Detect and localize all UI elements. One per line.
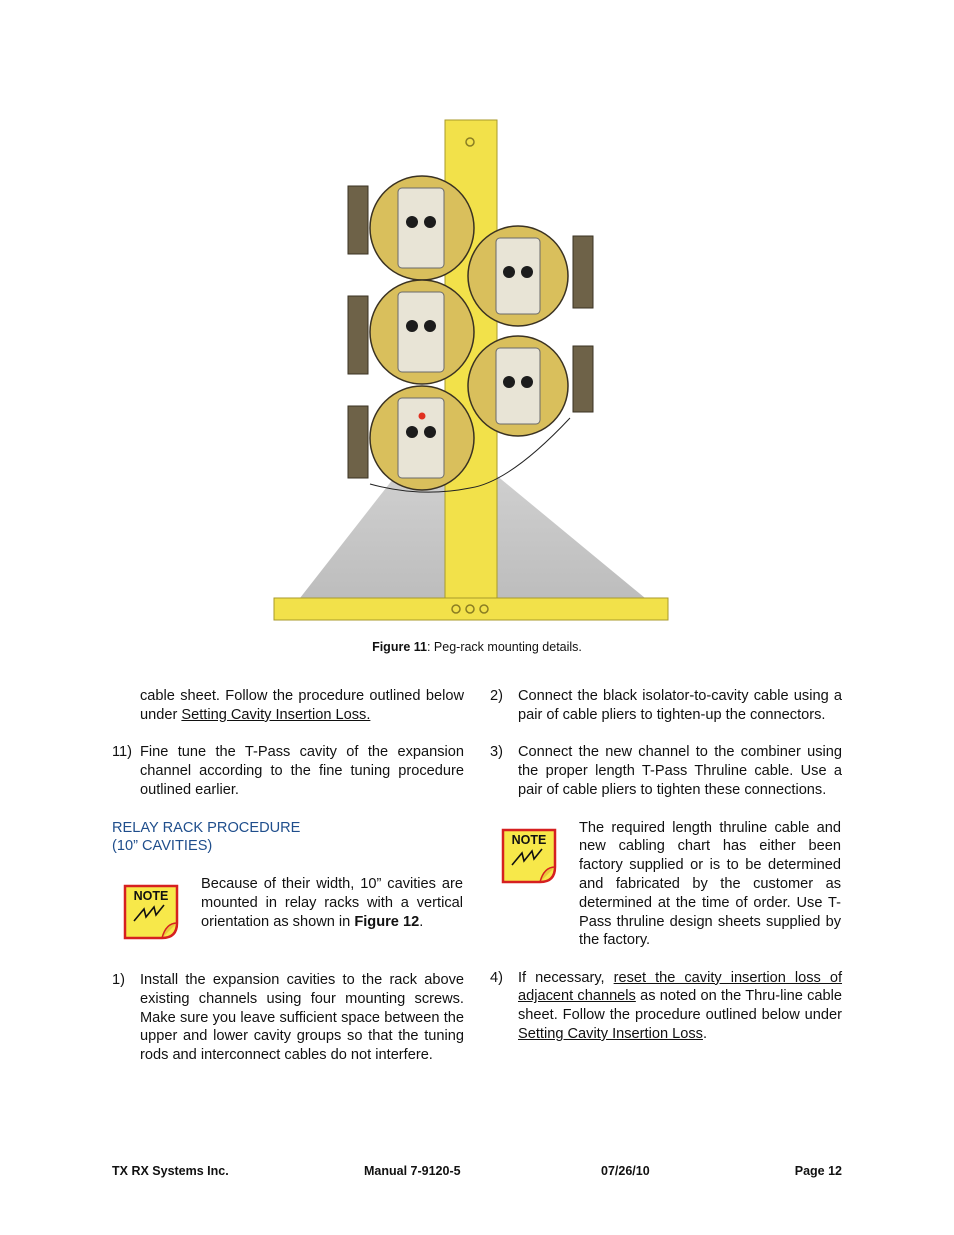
reset-insertion-loss-link[interactable]: reset the cavity insertion loss of adjacent channels (518, 969, 843, 1005)
step-1 (112, 971, 464, 1065)
step-number: 4) (490, 969, 503, 986)
step-text: Connect the black isolator-to-cavity cable using a pair of cable pliers to tighten-up the connectors. (518, 688, 842, 723)
step-text: Install the expansion cavities to the rack above existing channels using four mounting screws. Make sure you leave sufficient space between the upper and lower cavity groups so that the tuning rods and interconnect cables do not interfere. (140, 971, 464, 1064)
left-column (112, 687, 464, 1065)
section-heading: RELAY RACK PROCEDURE (10” CAVITIES) (112, 819, 301, 855)
caption-label: Figure 11 (372, 640, 427, 654)
right-column (490, 687, 842, 1044)
step-number: 1) (112, 971, 125, 988)
continuation-paragraph: cable sheet. Follow the procedure outlined below under Setting Cavity Insertion Loss. (140, 688, 464, 723)
step-text: Fine tune the T-Pass cavity of the expansion channel according to the fine tuning procedure outlined earlier. (140, 744, 464, 798)
step-11 (112, 743, 464, 799)
step-number: 2) (490, 688, 503, 704)
note-block (490, 819, 842, 969)
note-icon (500, 827, 558, 885)
step-number: 11) (112, 744, 133, 761)
figure-caption (0, 640, 954, 654)
peg-rack-illustration (270, 118, 672, 623)
step-text: Connect the new channel to the combiner using the proper length T-Pass Thruline cable. Use a pair of cable pliers to tighten these connections. (518, 744, 842, 798)
svg-text:NOTE: NOTE (511, 832, 547, 847)
right-mounting-brackets (573, 236, 593, 412)
step-3 (490, 743, 842, 799)
svg-text:NOTE: NOTE (133, 888, 169, 903)
footer-page: Page 12 (794, 1164, 842, 1178)
step-4 (490, 969, 842, 1044)
step-2 (490, 687, 842, 725)
caption-text: : Peg-rack mounting details. (426, 640, 582, 654)
footer-manual: Manual 7-9120-5 (364, 1164, 461, 1178)
rack-base (274, 598, 668, 620)
footer-company: TX RX Systems Inc. (112, 1164, 229, 1178)
setting-cavity-link[interactable]: Setting Cavity Insertion Loss. (181, 706, 371, 723)
peg-rack-figure (270, 118, 672, 623)
note-text: The required length thruline cable and new cabling chart has either been factory supplied or is to be determined and fabricated by the customer as determined at the time of order. Use T-Pass thruline design sheets supplied by the factory. (579, 819, 841, 949)
note-block (112, 875, 464, 971)
note-text: Because of their width, 10” cavities are mounted in relay racks with a vertical orientation as shown in Figure 12. (201, 875, 463, 930)
setting-cavity-link[interactable]: Setting Cavity Insertion Loss (518, 1025, 703, 1042)
step-number: 3) (490, 744, 503, 761)
note-icon (122, 883, 180, 941)
footer-date: 07/26/10 (601, 1164, 650, 1178)
left-mounting-brackets (348, 186, 368, 478)
step-text: If necessary, reset the cavity insertion loss of adjacent channels as noted on the Thru-line cable sheet. Follow the procedure outlined below under Setting Cavity Insertion Loss. (518, 969, 843, 1042)
